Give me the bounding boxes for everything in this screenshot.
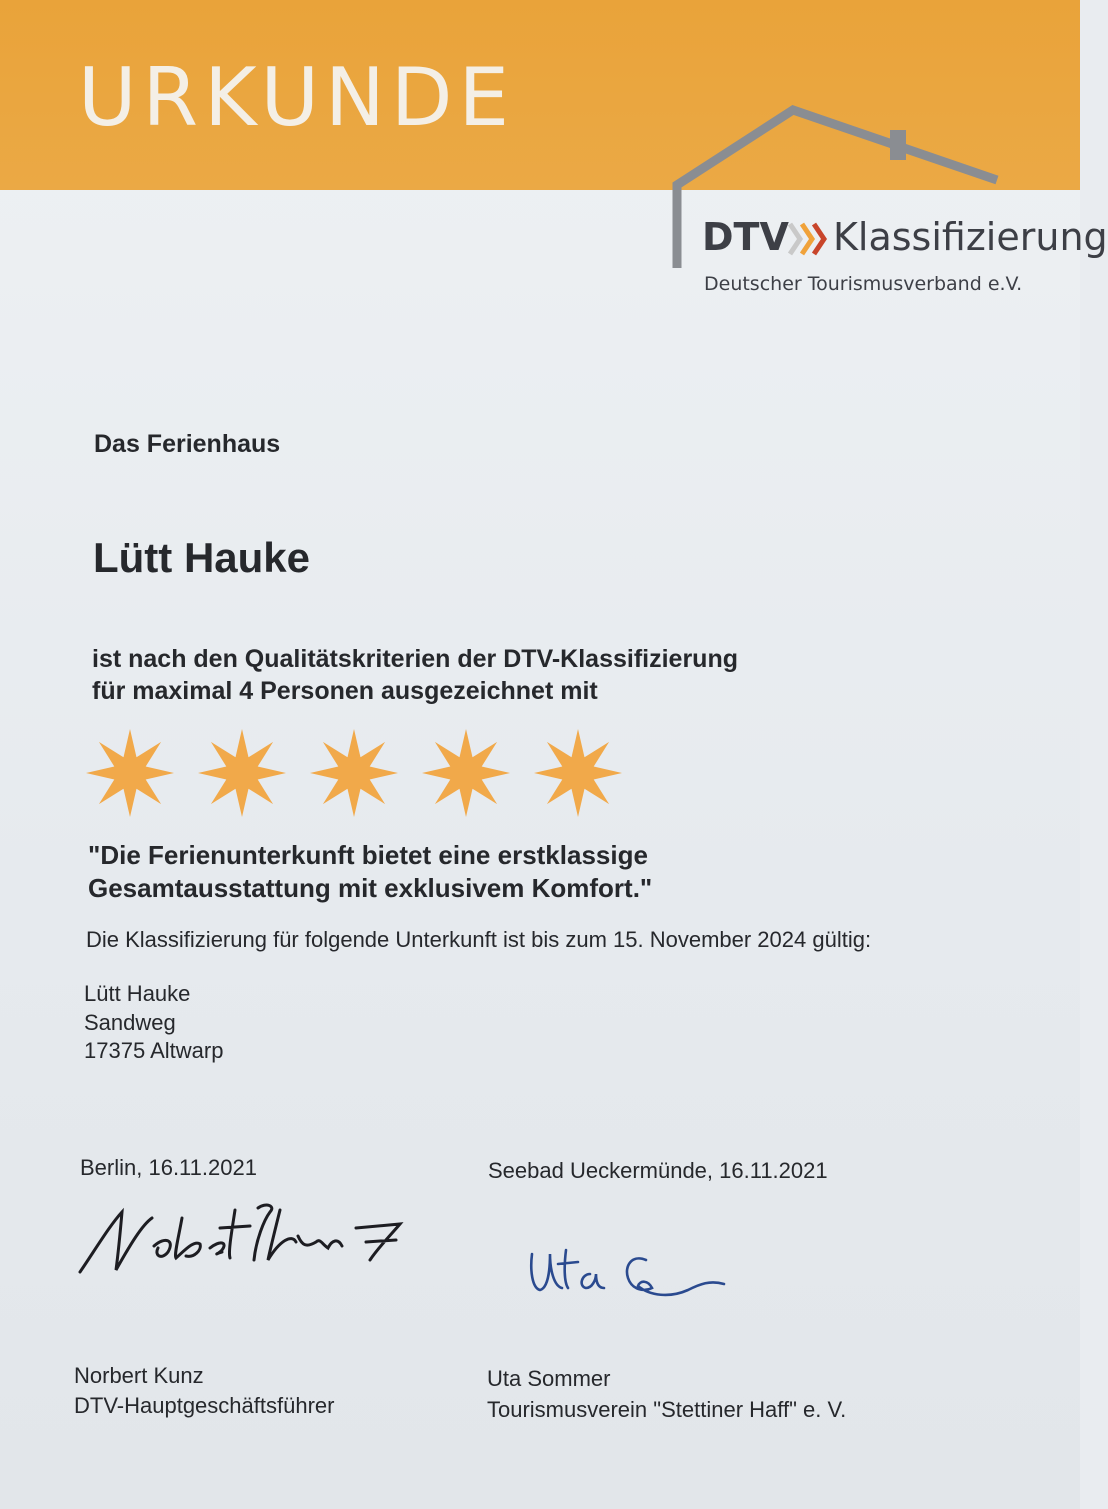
star-icon (534, 729, 622, 817)
logo-arrows-icon (788, 222, 830, 256)
quote-line-2: Gesamtausstattung mit exklusivem Komfort." (88, 873, 653, 903)
signature-left (70, 1200, 440, 1290)
star-icon (422, 729, 510, 817)
left-place-date: Berlin, 16.11.2021 (80, 1155, 257, 1180)
intro-text: Das Ferienhaus (94, 430, 281, 458)
star-icon (310, 729, 398, 817)
address-name: Lütt Hauke (84, 981, 191, 1006)
left-signer-name: Norbert Kunz (74, 1363, 204, 1388)
star-rating (84, 727, 644, 819)
criteria-line-2: für maximal 4 Personen ausgezeichnet mit (92, 677, 598, 705)
left-signer-role: DTV-Hauptgeschäftsführer (74, 1393, 335, 1418)
star-icon (86, 729, 174, 817)
quote-line-1: "Die Ferienunterkunft bietet eine erstklassige (88, 840, 648, 870)
address-street: Sandweg (84, 1010, 176, 1035)
right-signer-name: Uta Sommer (487, 1366, 611, 1391)
criteria-line-1: ist nach den Qualitätskriterien der DTV-Klassifizierung (92, 645, 738, 673)
address-city: 17375 Altwarp (84, 1038, 224, 1063)
star-icon (198, 729, 286, 817)
signature-right (520, 1240, 740, 1320)
right-signer-role: Tourismusverein "Stettiner Haff" e. V. (487, 1397, 847, 1422)
property-name: Lütt Hauke (93, 534, 311, 581)
right-place-date: Seebad Ueckermünde, 16.11.2021 (488, 1158, 828, 1183)
validity-text: Die Klassifizierung für folgende Unterkunft ist bis zum 15. November 2024 gültig: (86, 927, 872, 952)
logo-name: Klassifizierung (833, 215, 1108, 259)
logo-brand: DTV (702, 215, 789, 259)
logo-subtitle: Deutscher Tourismusverband e.V. (704, 273, 1023, 295)
certificate-title: URKUNDE (78, 51, 515, 144)
